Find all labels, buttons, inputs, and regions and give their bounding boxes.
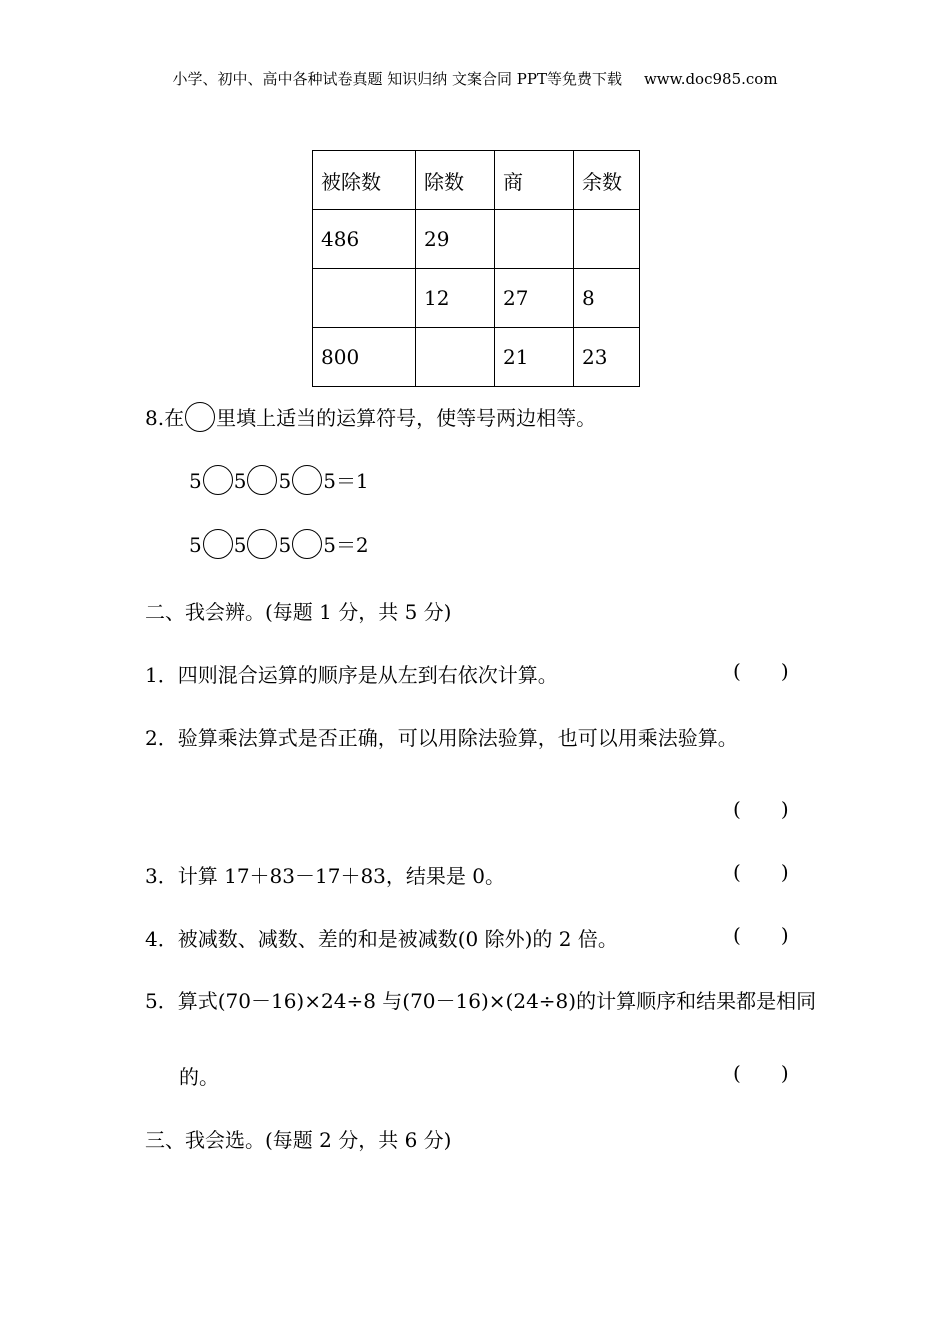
table-header-cell: 余数	[574, 151, 640, 210]
paren-close: )	[780, 797, 789, 821]
table-cell: 27	[495, 269, 574, 328]
division-table	[312, 150, 640, 387]
q8-equation-2	[189, 529, 369, 559]
operand: 5	[323, 469, 336, 493]
answer-paren-4[interactable]	[733, 923, 789, 947]
q8-prefix: 8.在	[145, 406, 185, 430]
table-cell: 21	[495, 328, 574, 387]
operand: 5	[189, 533, 202, 557]
operator-blank[interactable]	[203, 529, 233, 559]
section2-title: 二、我会辨。(每题 1 分，共 5 分)	[145, 600, 452, 624]
paren-open: (	[733, 659, 741, 683]
operator-blank[interactable]	[292, 529, 322, 559]
operator-blank[interactable]	[247, 465, 277, 495]
judge-item-4	[145, 923, 618, 952]
judge-item-1	[145, 659, 558, 688]
section3-title: 三、我会选。(每题 2 分，共 6 分)	[145, 1128, 452, 1152]
item-text: 算式(70－16)×24÷8 与(70－16)×(24÷8)的计算顺序和结果都是相同	[177, 989, 817, 1013]
equation-result: ＝2	[335, 533, 369, 557]
operator-blank[interactable]	[247, 529, 277, 559]
page-header	[0, 68, 950, 89]
header-text: 小学、初中、高中各种试卷真题 知识归纳 文案合同 PPT等免费下载	[172, 70, 622, 88]
answer-paren-5[interactable]	[733, 1061, 789, 1085]
item-number: 4．	[145, 927, 178, 951]
judge-item-5	[145, 985, 816, 1014]
table-row	[313, 269, 640, 328]
paren-open: (	[733, 797, 741, 821]
paren-close: )	[780, 923, 789, 947]
paren-close: )	[780, 659, 789, 683]
table-cell	[495, 210, 574, 269]
paren-open: (	[733, 860, 741, 884]
operand: 5	[233, 469, 247, 493]
equation-result: ＝1	[335, 469, 369, 493]
table-cell: 8	[574, 269, 640, 328]
table-cell: 800	[313, 328, 416, 387]
q8-instruction	[145, 402, 596, 432]
operator-blank[interactable]	[203, 465, 233, 495]
answer-paren-1[interactable]	[733, 659, 789, 683]
q8-suffix: 里填上适当的运算符号，使等号两边相等。	[216, 406, 597, 430]
paren-open: (	[733, 1061, 741, 1085]
judge-item-3	[145, 860, 505, 889]
operand: 5	[189, 469, 202, 493]
paren-close: )	[780, 860, 789, 884]
judge-item-2	[145, 722, 738, 751]
table-cell	[416, 328, 495, 387]
operator-blank[interactable]	[292, 465, 322, 495]
paren-open: (	[733, 923, 741, 947]
item-text: 四则混合运算的顺序是从左到右依次计算。	[177, 663, 558, 687]
table-cell: 23	[574, 328, 640, 387]
paren-close: )	[780, 1061, 789, 1085]
operand: 5	[323, 533, 336, 557]
answer-paren-3[interactable]	[733, 860, 789, 884]
table-cell: 12	[416, 269, 495, 328]
blank-circle-icon	[185, 402, 215, 432]
item-text: 计算 17＋83－17＋83，结果是 0。	[177, 864, 505, 888]
table-row	[313, 328, 640, 387]
table-header-cell: 被除数	[313, 151, 416, 210]
item-number: 1．	[145, 663, 178, 687]
item-text: 被减数、减数、差的和是被减数(0 除外)的 2 倍。	[177, 927, 618, 951]
table-header-row	[313, 151, 640, 210]
item-number: 2．	[145, 726, 178, 750]
operand: 5	[278, 469, 292, 493]
table-cell: 29	[416, 210, 495, 269]
item-text: 验算乘法算式是否正确，可以用除法验算，也可以用乘法验算。	[177, 726, 738, 750]
table-cell	[574, 210, 640, 269]
judge-item-5-cont: 的。	[179, 1065, 219, 1089]
answer-paren-2[interactable]	[733, 797, 789, 821]
item-number: 5．	[145, 989, 178, 1013]
table-header-cell: 除数	[416, 151, 495, 210]
table-cell: 486	[313, 210, 416, 269]
operand: 5	[278, 533, 292, 557]
table-header-cell: 商	[495, 151, 574, 210]
table-cell	[313, 269, 416, 328]
item-number: 3．	[145, 864, 178, 888]
header-url: www.doc985.com	[643, 70, 778, 88]
table-row	[313, 210, 640, 269]
q8-equation-1	[189, 465, 369, 495]
operand: 5	[233, 533, 247, 557]
